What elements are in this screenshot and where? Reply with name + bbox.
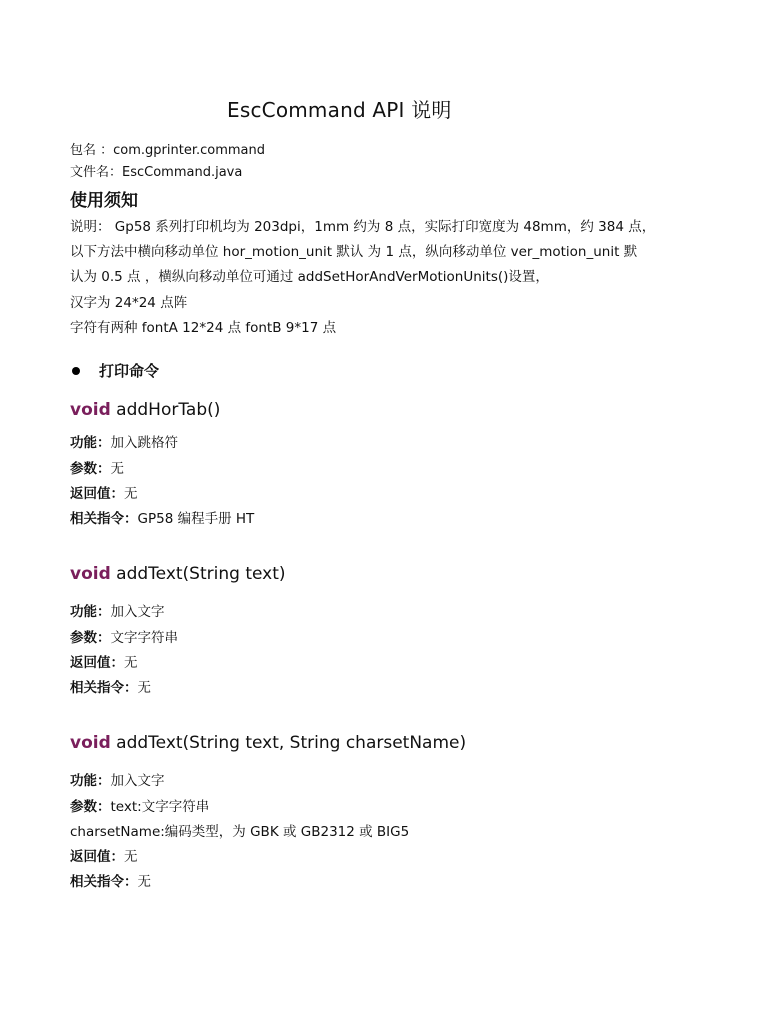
field-value: 无 bbox=[137, 874, 151, 890]
method-field bbox=[70, 820, 409, 840]
page-title: EscCommand API 说明 bbox=[227, 98, 452, 122]
notice-line: 说明： Gp58 系列打印机均为 203dpi，1mm 约为 8 点，实际打印宽度为 48mm，约 384 点， bbox=[70, 219, 656, 235]
notice-heading: 使用须知 bbox=[70, 191, 138, 211]
notice-line: 认为 0.5 点 ，横纵向移动单位可通过 addSetHorAndVerMotionUnits()设置， bbox=[70, 269, 549, 285]
field-value: 无 bbox=[124, 486, 138, 502]
method-field bbox=[70, 651, 138, 671]
package-line: 包名 ：com.gprinter.command bbox=[70, 143, 265, 158]
method-field bbox=[70, 600, 165, 620]
field-value: 文字字符串 bbox=[110, 630, 178, 646]
field-label: 功能： bbox=[70, 773, 111, 789]
field-label: 功能： bbox=[70, 435, 111, 451]
field-value: charsetName:编码类型，为 GBK 或 GB2312 或 BIG5 bbox=[70, 824, 410, 840]
field-value: GP58 编程手册 HT bbox=[137, 511, 255, 527]
method-signature bbox=[70, 564, 286, 584]
field-value: 无 bbox=[124, 849, 138, 865]
field-label: 参数： bbox=[70, 461, 111, 477]
keyword-void: void bbox=[70, 564, 111, 584]
file-line: 文件名：EscCommand.java bbox=[70, 165, 243, 180]
notice-line: 以下方法中横向移动单位 hor_motion_unit 默认 为 1 点，纵向移动单位 ver_motion_unit 默 bbox=[70, 244, 638, 260]
method-field bbox=[70, 507, 254, 527]
field-value: 无 bbox=[137, 680, 151, 696]
method-field bbox=[70, 769, 165, 789]
field-label: 功能： bbox=[70, 604, 111, 620]
field-value: 无 bbox=[110, 461, 124, 477]
section-heading bbox=[72, 360, 159, 381]
field-label: 相关指令： bbox=[70, 874, 138, 890]
bullet-icon bbox=[72, 367, 80, 375]
notice-line: 字符有两种 fontA 12*24 点 fontB 9*17 点 bbox=[70, 320, 337, 336]
field-label: 返回值： bbox=[70, 655, 124, 671]
method-field bbox=[70, 482, 138, 502]
method-field bbox=[70, 795, 209, 815]
section-heading-label: 打印命令 bbox=[99, 362, 160, 380]
keyword-void: void bbox=[70, 733, 111, 753]
field-value: 无 bbox=[124, 655, 138, 671]
method-field bbox=[70, 431, 178, 451]
notice-line: 汉字为 24*24 点阵 bbox=[70, 295, 188, 311]
field-label: 相关指令： bbox=[70, 511, 138, 527]
method-name: addHorTab() bbox=[116, 400, 221, 420]
method-field bbox=[70, 870, 151, 890]
field-value: 加入文字 bbox=[110, 773, 165, 789]
field-label: 返回值： bbox=[70, 486, 124, 502]
keyword-void: void bbox=[70, 400, 111, 420]
field-value: text:文字字符串 bbox=[110, 799, 210, 815]
field-value: 加入文字 bbox=[110, 604, 165, 620]
method-name: addText(String text) bbox=[116, 564, 286, 584]
field-value: 加入跳格符 bbox=[110, 435, 178, 451]
method-signature bbox=[70, 733, 466, 753]
method-field bbox=[70, 845, 138, 865]
field-label: 参数： bbox=[70, 799, 111, 815]
method-name: addText(String text, String charsetName) bbox=[116, 733, 467, 753]
field-label: 返回值： bbox=[70, 849, 124, 865]
method-field bbox=[70, 626, 178, 646]
method-field bbox=[70, 457, 124, 477]
field-label: 相关指令： bbox=[70, 680, 138, 696]
method-signature bbox=[70, 400, 220, 420]
method-field bbox=[70, 676, 151, 696]
field-label: 参数： bbox=[70, 630, 111, 646]
